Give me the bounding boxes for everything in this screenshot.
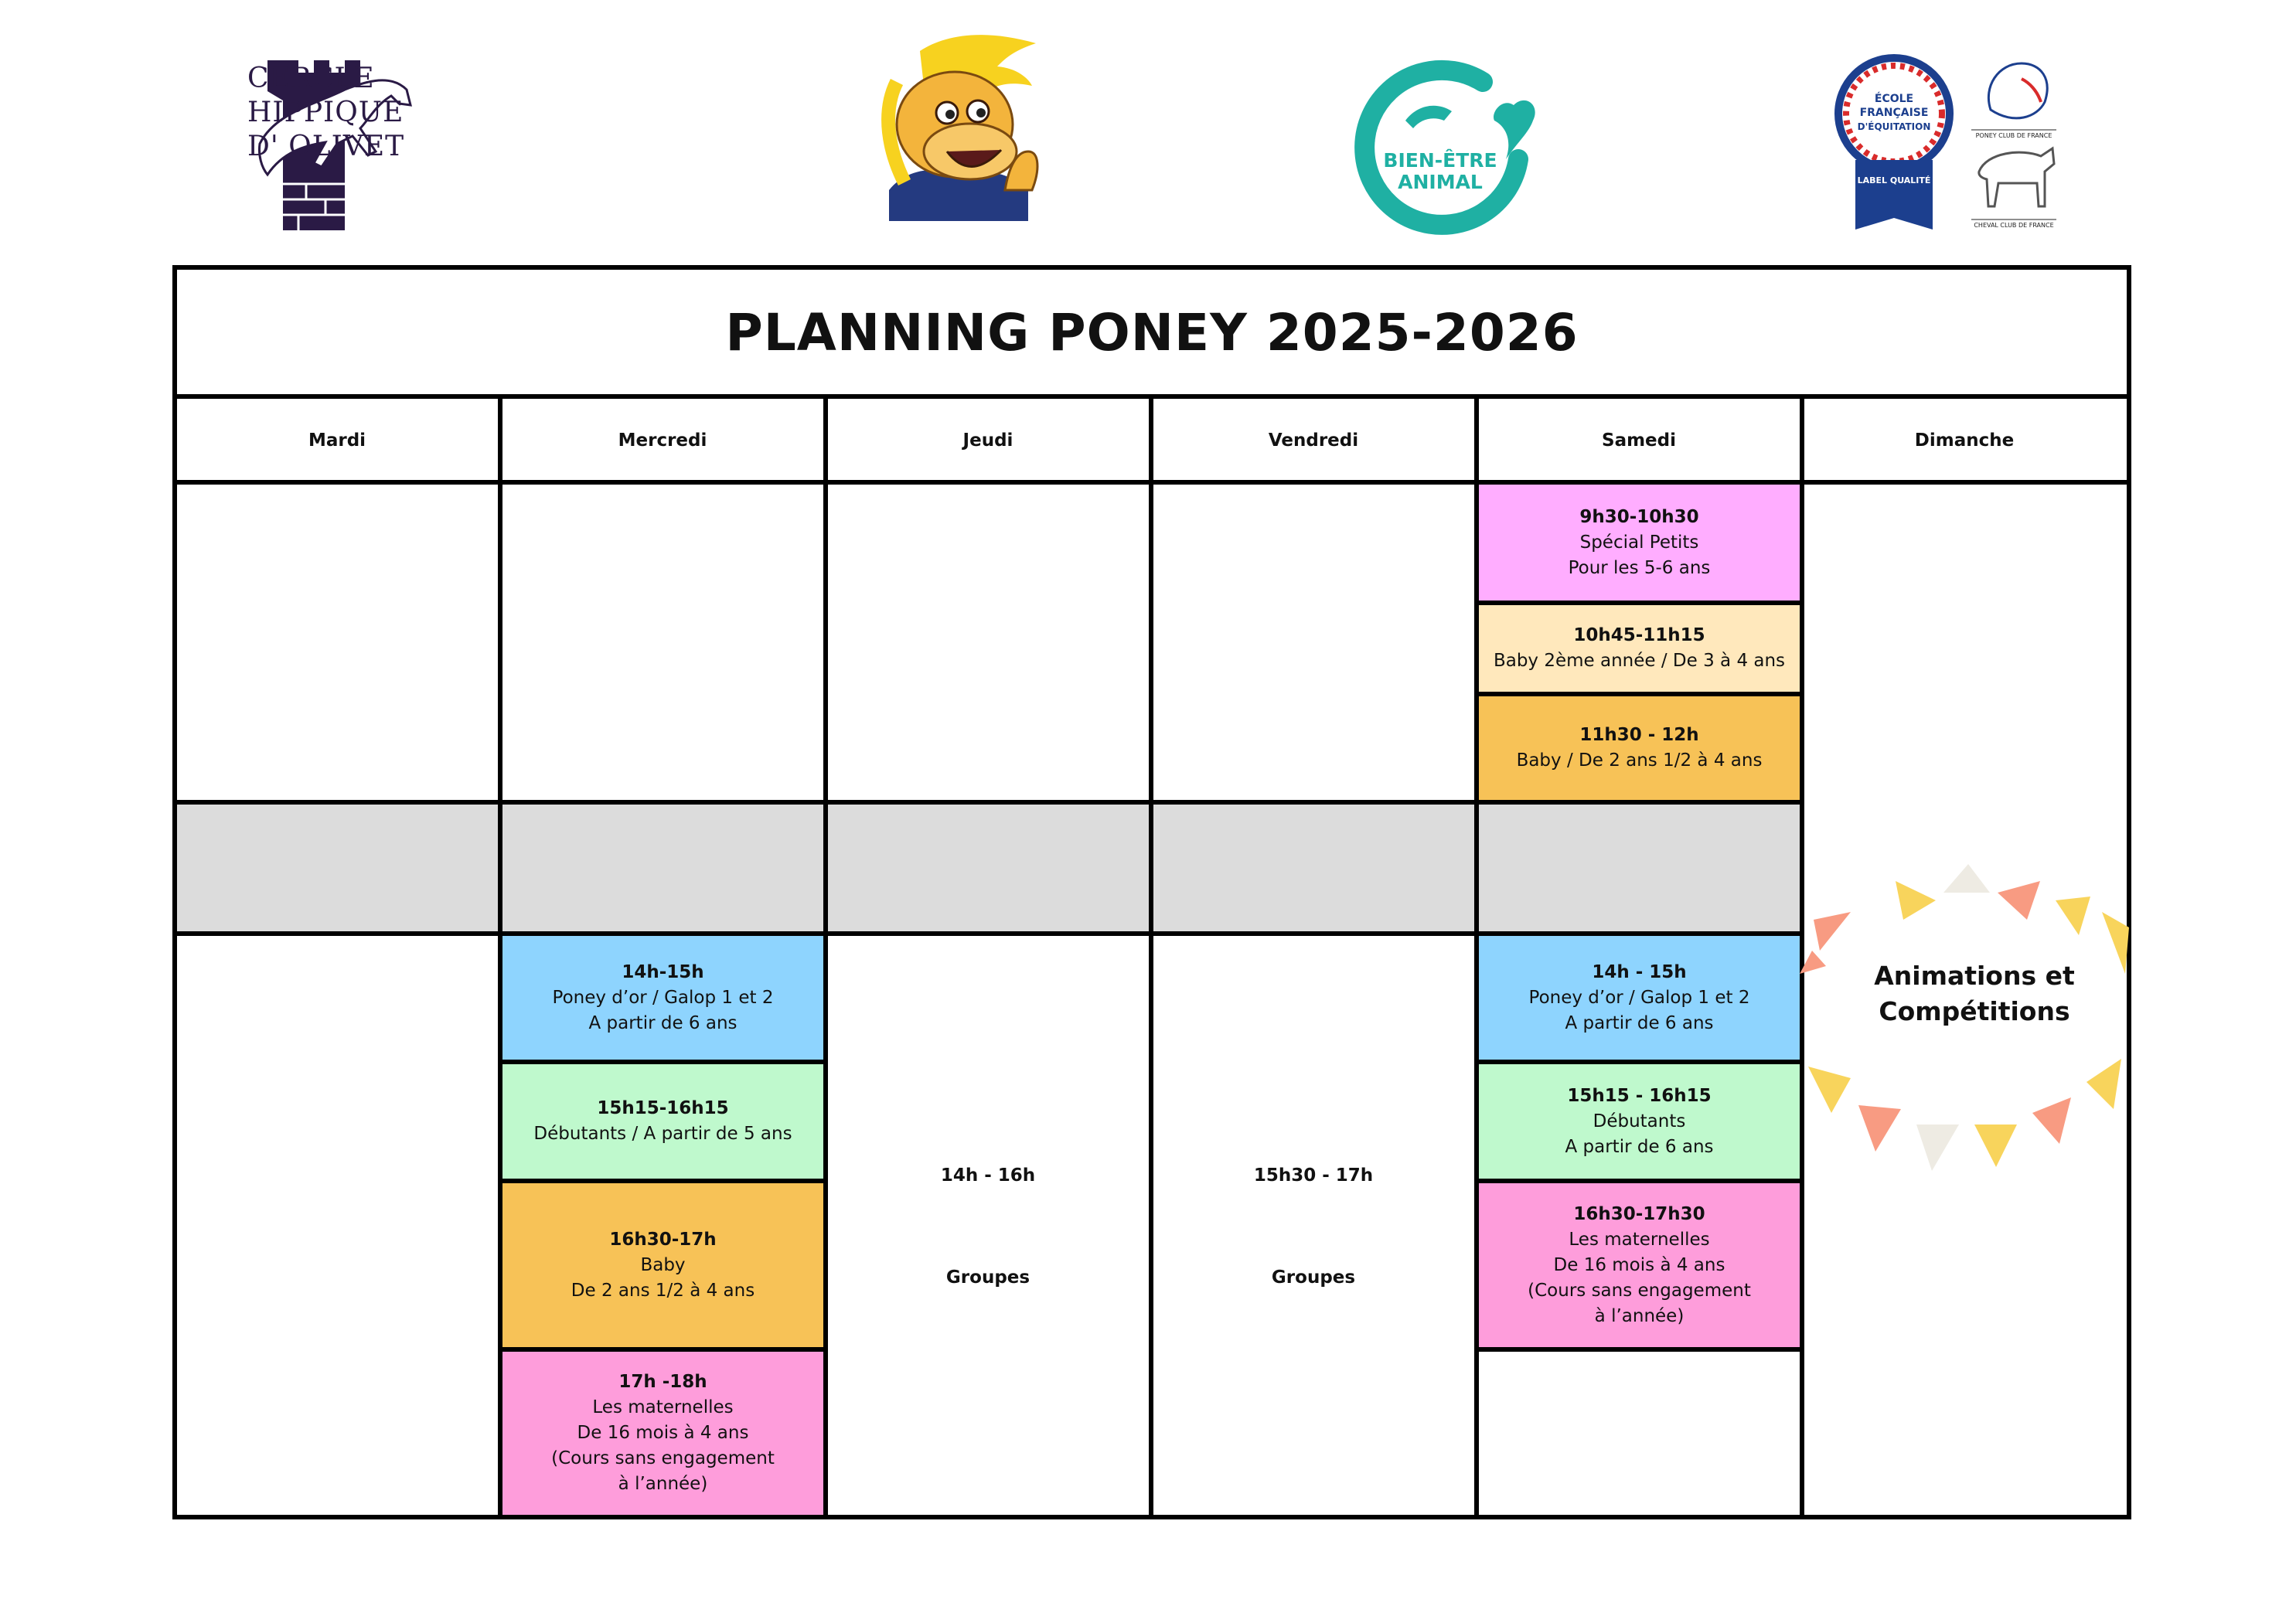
day-header-samedi: Samedi: [1602, 430, 1676, 451]
slot-time: 11h30 - 12h: [1579, 725, 1699, 745]
slot-line: De 16 mois à 4 ans: [577, 1423, 749, 1443]
ffe-line-1: ÉCOLE: [1874, 93, 1914, 105]
samedi-slot-baby: [1474, 692, 1804, 805]
slot-line: Pour les 5-6 ans: [1568, 557, 1711, 578]
ffe-badge-label: LABEL QUALITÉ: [1857, 175, 1931, 185]
welfare-line-1: BIEN-ÊTRE: [1383, 149, 1497, 172]
slot-line: De 2 ans 1/2 à 4 ans: [571, 1280, 755, 1301]
samedi-slot-baby-2eme: [1474, 601, 1804, 696]
slot-time: 16h30-17h: [609, 1229, 717, 1250]
page-title: PLANNING PONEY 2025-2026: [725, 302, 1579, 362]
samedi-slot-maternelles: [1474, 1179, 1804, 1352]
jeudi-time: 14h - 16h: [940, 1165, 1036, 1186]
ffe-line-2: FRANÇAISE: [1859, 107, 1929, 119]
dimanche-line-1: Animations et: [1874, 961, 2075, 991]
slot-line: Les maternelles: [1569, 1229, 1710, 1250]
mercredi-slot-debutants: [498, 1060, 828, 1183]
day-header-dimanche: Dimanche: [1914, 430, 2015, 451]
slot-time: 17h -18h: [618, 1372, 707, 1392]
welfare-line-2: ANIMAL: [1398, 171, 1483, 193]
slot-line: De 16 mois à 4 ans: [1553, 1254, 1725, 1275]
cheval-club-label: CHEVAL CLUB DE FRANCE: [1974, 222, 2054, 229]
mercredi-slot-maternelles: [498, 1347, 828, 1519]
slot-time: 15h15 - 16h15: [1567, 1085, 1712, 1106]
club-name-line-2: HIPPIQUE: [247, 97, 404, 128]
mercredi-slot-baby: [498, 1179, 828, 1352]
dimanche-animations: [1812, 958, 2137, 1029]
slot-line: A partir de 6 ans: [588, 1012, 738, 1033]
slot-line: Débutants: [1593, 1111, 1686, 1131]
day-header-jeudi: Jeudi: [962, 430, 1013, 451]
club-name-line-1: CERCLE: [247, 63, 375, 94]
vendredi-label: Groupes: [1271, 1267, 1356, 1288]
slot-time: 15h15-16h15: [597, 1098, 729, 1118]
slot-time: 9h30-10h30: [1579, 506, 1699, 527]
slot-line: Baby: [640, 1254, 686, 1275]
slot-line: Baby / De 2 ans 1/2 à 4 ans: [1516, 750, 1763, 771]
slot-line: Les maternelles: [592, 1397, 734, 1417]
day-header-mercredi: Mercredi: [618, 430, 707, 451]
slot-line: A partir de 6 ans: [1565, 1012, 1714, 1033]
column-line-3: [1149, 394, 1153, 1519]
day-header-vendredi: Vendredi: [1268, 430, 1359, 451]
lunch-band: [175, 802, 1800, 934]
slot-line: à l’année): [618, 1474, 708, 1494]
slot-line: Débutants / A partir de 5 ans: [533, 1124, 792, 1144]
mercredi-slot-poney-dor: [498, 931, 828, 1064]
slot-line: Poney d’or / Galop 1 et 2: [1528, 987, 1750, 1008]
ffe-line-3: D'ÉQUITATION: [1857, 121, 1931, 132]
vendredi-time: 15h30 - 17h: [1253, 1165, 1374, 1186]
samedi-slot-special-petits: [1474, 480, 1804, 605]
dimanche-line-2: Compétitions: [1879, 996, 2070, 1026]
poney-club-label: PONEY CLUB DE FRANCE: [1975, 132, 2052, 139]
slot-line: (Cours sans engagement: [1528, 1280, 1751, 1301]
slot-time: 14h - 15h: [1592, 961, 1687, 982]
slot-line: Poney d’or / Galop 1 et 2: [552, 987, 774, 1008]
samedi-slot-poney-dor: [1474, 931, 1804, 1064]
slot-line: A partir de 6 ans: [1565, 1136, 1714, 1157]
slot-line: (Cours sans engagement: [551, 1448, 775, 1468]
club-name-line-3: D' OLIVET: [247, 131, 405, 162]
slot-line: Baby 2ème année / De 3 à 4 ans: [1493, 651, 1786, 671]
jeudi-label: Groupes: [945, 1267, 1030, 1288]
day-header-mardi: Mardi: [308, 430, 366, 451]
samedi-slot-debutants: [1474, 1060, 1804, 1183]
slot-line: Spécial Petits: [1579, 532, 1699, 553]
slot-time: 14h-15h: [622, 961, 704, 982]
slot-time: 16h30-17h30: [1573, 1203, 1705, 1224]
slot-line: à l’année): [1594, 1305, 1685, 1326]
slot-time: 10h45-11h15: [1573, 625, 1705, 645]
